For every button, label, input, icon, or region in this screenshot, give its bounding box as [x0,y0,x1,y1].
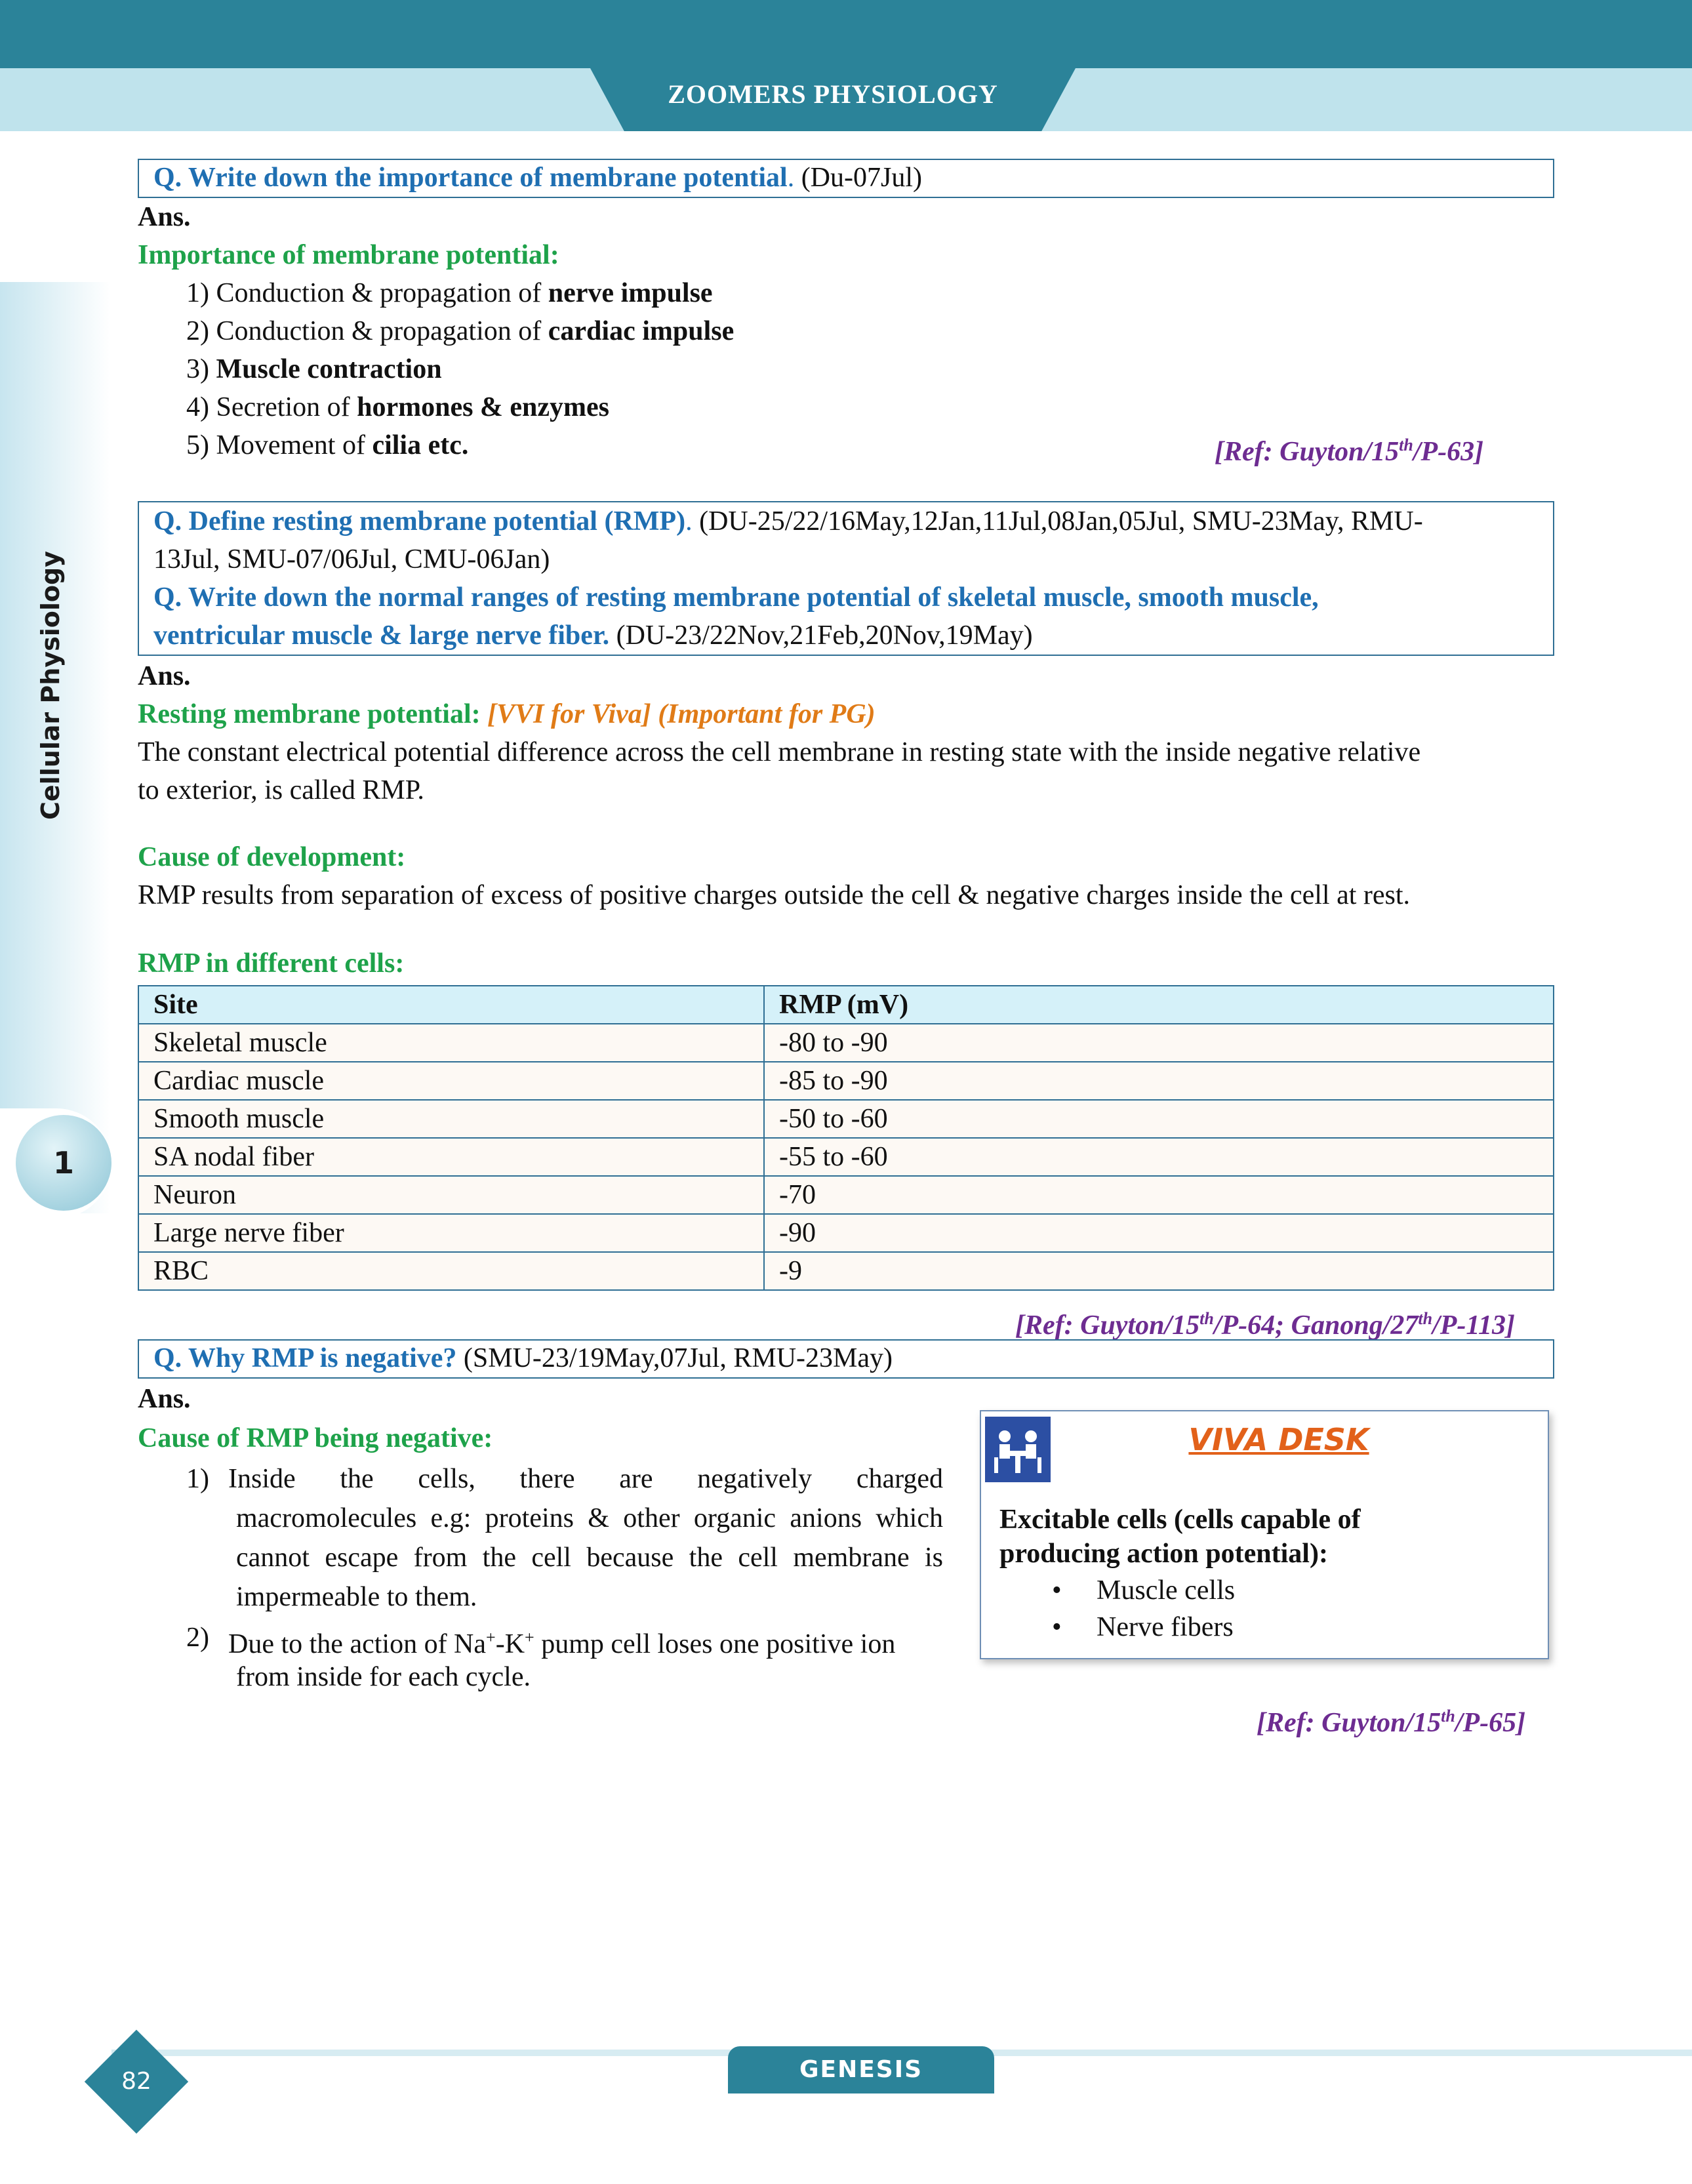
answer-label-3: Ans. [138,1384,191,1414]
list-item-line: impermeable to them. [236,1582,477,1612]
list-item-line: from inside for each cycle. [236,1662,531,1692]
table-cell: Skeletal muscle [138,1024,764,1062]
list-number: 1) [186,1464,209,1494]
table-row [138,1214,1554,1252]
reference-3: [Ref: Guyton/15th/P-65] [1257,1707,1526,1738]
chapter-number: 1 [16,1115,111,1211]
question-3: Q. Why RMP is negative? (SMU-23/19May,07Jul, RMU-23May) [153,1343,893,1373]
question-2a-cont: 13Jul, SMU-07/06Jul, CMU-06Jan) [153,544,550,575]
table-row [138,1252,1554,1290]
chapter-title: Cellular Physiology [36,551,65,820]
list-item-line: Due to the action of Na+-K+ pump cell loses one positive ion [228,1628,896,1659]
definition-line: to exterior, is called RMP. [138,775,424,805]
question-2b: Q. Write down the normal ranges of resting membrane potential of skeletal muscle, smooth muscle, [153,582,1319,613]
question-2a: Q. Define resting membrane potential (RMP). (DU-25/22/16May,12Jan,11Jul,08Jan,05Jul, SMU-23May, RMU- [153,506,1423,536]
table-row [138,1100,1554,1138]
list-item-line: Inside the cells, there are negatively charged [228,1464,943,1494]
list-item: 1) Conduction & propagation of nerve impulse [186,278,713,308]
table-cell: Neuron [138,1176,764,1214]
section-heading-table: RMP in different cells: [138,948,405,979]
answer-label-2: Ans. [138,661,191,691]
page-number: 82 [121,2068,151,2095]
table-row [138,1176,1554,1214]
table-cell: -85 to -90 [764,1062,1554,1100]
list-item: 5) Movement of cilia etc. [186,430,469,460]
viva-heading: Excitable cells (cells capable of [999,1505,1361,1535]
table-row [138,1062,1554,1100]
table-cell: Cardiac muscle [138,1062,764,1100]
viva-item: Nerve fibers [1097,1612,1234,1642]
bullet-icon: • [1052,1612,1062,1642]
list-number: 2) [186,1623,209,1653]
section-heading-cause: Cause of development: [138,842,406,872]
list-item: 4) Secretion of hormones & enzymes [186,392,610,422]
list-item-line: cannot escape from the cell because the cell membrane is [236,1543,943,1573]
table-cell: SA nodal fiber [138,1138,764,1176]
table-cell: -50 to -60 [764,1100,1554,1138]
table-cell: Large nerve fiber [138,1214,764,1252]
running-title: ZOOMERS PHYSIOLOGY [668,79,998,109]
cause-text: RMP results from separation of excess of positive charges outside the cell & negative charges inside the cell at rest. [138,880,1411,910]
header-bar [0,0,1692,68]
table-cell: Smooth muscle [138,1100,764,1138]
table-header-cell: Site [138,986,764,1024]
table-header-row [138,986,1554,1024]
table-header-cell: RMP (mV) [764,986,1554,1024]
section-heading-rmp: Resting membrane potential: [VVI for Viva] (Important for PG) [138,699,876,729]
table-row [138,1138,1554,1176]
viva-heading: producing action potential): [999,1539,1328,1569]
section-heading-negative: Cause of RMP being negative: [138,1423,493,1453]
table-cell: -55 to -60 [764,1138,1554,1176]
meeting-icon [985,1417,1051,1482]
section-heading-importance: Importance of membrane potential: [138,240,559,270]
table-cell: -70 [764,1176,1554,1214]
table-cell: -9 [764,1252,1554,1290]
bullet-icon: • [1052,1575,1062,1606]
reference-1: [Ref: Guyton/15th/P-63] [1215,435,1484,467]
question-1: Q. Write down the importance of membrane potential. (Du-07Jul) [153,163,922,193]
table-cell: -90 [764,1214,1554,1252]
viva-item: Muscle cells [1097,1575,1236,1606]
list-item-line: macromolecules e.g: proteins & other organic anions which [236,1503,943,1533]
rmp-table [138,985,1554,1291]
reference-2: [Ref: Guyton/15th/P-64; Ganong/27th/P-113] [1015,1309,1516,1341]
definition-line: The constant electrical potential difference across the cell membrane in resting state with the inside negative relative [138,737,1421,767]
answer-label-1: Ans. [138,202,191,232]
list-item: 3) Muscle contraction [186,354,442,384]
viva-desk-title: VIVA DESK [1188,1422,1369,1457]
table-row [138,1024,1554,1062]
footer-brand: GENESIS [728,2046,994,2093]
table-cell: -80 to -90 [764,1024,1554,1062]
table-cell: RBC [138,1252,764,1290]
list-item: 2) Conduction & propagation of cardiac impulse [186,316,735,346]
question-2b-cont: ventricular muscle & large nerve fiber. (DU-23/22Nov,21Feb,20Nov,19May) [153,620,1033,651]
